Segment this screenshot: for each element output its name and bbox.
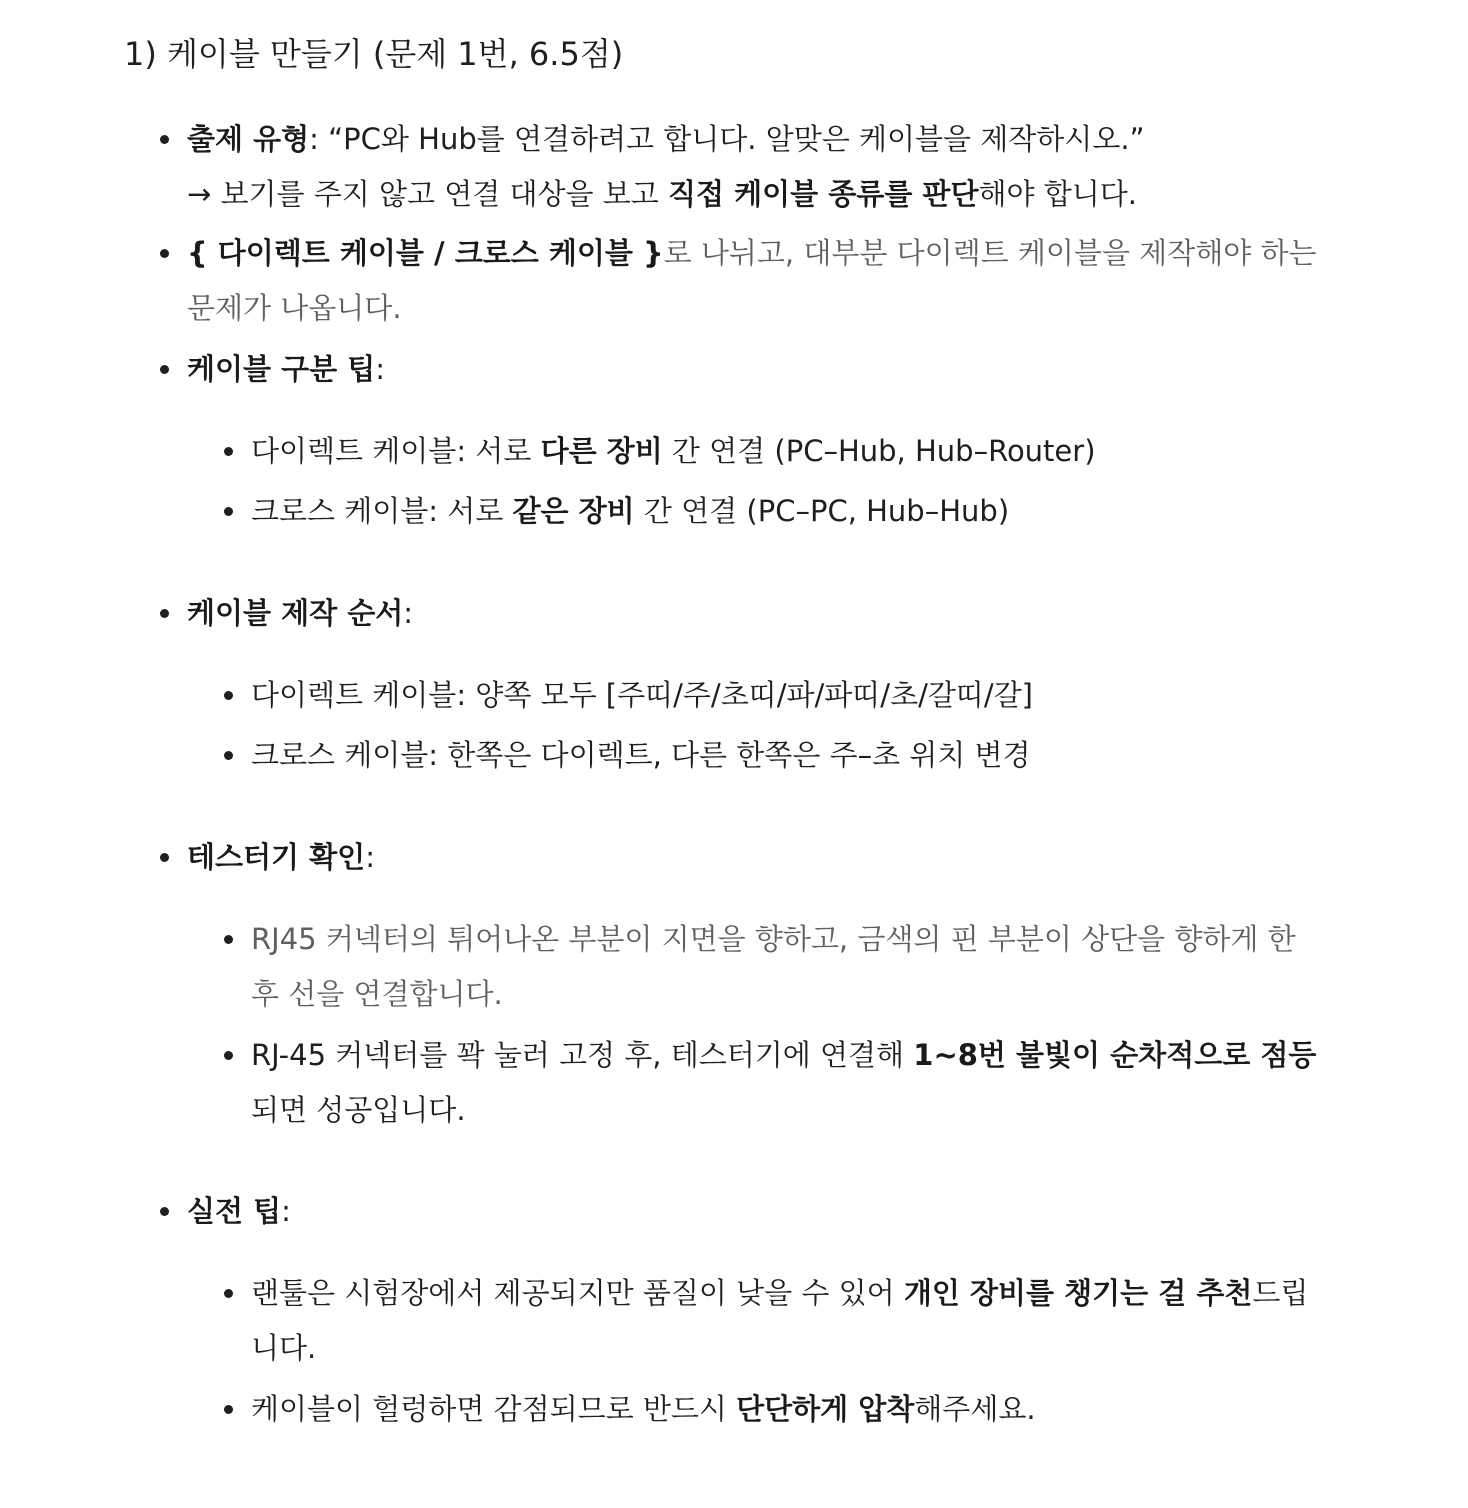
practical-tips-label: 실전 팁 (187, 1194, 282, 1228)
exam-type-note-post: 해야 합니다. (978, 177, 1137, 211)
distinguish-tips-label: 케이블 구분 팁 (187, 352, 376, 386)
lan-tool-pre: 랜툴은 시험장에서 제공되지만 품질이 낮을 수 있어 (251, 1276, 904, 1310)
sub-bullet-direct-cable (251, 424, 1331, 479)
bullet-exam-type (187, 112, 1327, 222)
tester-check-label: 테스터기 확인 (187, 840, 366, 874)
tester-check-colon: : (365, 840, 375, 874)
sub-bullet-lan-tool (251, 1266, 1331, 1376)
crimp-pre: 케이블이 헐렁하면 감점되므로 반드시 (251, 1392, 737, 1426)
bullet-practical-tips (187, 1184, 1327, 1239)
exam-type-text: : “PC와 Hub를 연결하려고 합니다. 알맞은 케이블을 제작하시오.” (309, 122, 1145, 156)
exam-type-label: 출제 유형 (187, 122, 310, 156)
cable-kinds-text: 로 나뉘고, 대부분 다이렉트 케이블을 제작해야 하는 문제가 나옵니다. (187, 236, 1317, 325)
practical-tips-colon: : (281, 1194, 291, 1228)
bullet-distinguish-tips (187, 342, 1327, 397)
lan-tool-bold: 개인 장비를 챙기는 걸 추천 (903, 1276, 1253, 1310)
cross-tip-post: 간 연결 (PC–PC, Hub–Hub) (634, 494, 1010, 528)
build-order-colon: : (403, 596, 414, 630)
sub-bullet-tester-success (251, 1028, 1331, 1138)
exam-type-note-bold: 직접 케이블 종류를 판단 (668, 177, 979, 211)
sub-bullet-tester-orientation: RJ45 커넥터의 튀어나온 부분이 지면을 향하고, 금색의 핀 부분이 상단을 향하게 한 후 선을 연결합니다. (251, 912, 1331, 1022)
lan-tool-post: 드립니다. (251, 1276, 1309, 1365)
sub-bullet-cross-cable (251, 484, 1331, 539)
tester-success-bold: 1~8번 불빛이 순차적으로 점등 (913, 1038, 1317, 1072)
crimp-bold: 단단하게 압착 (736, 1392, 915, 1426)
sub-bullet-crimp (251, 1382, 1331, 1437)
bullet-tester-check (187, 830, 1327, 885)
tester-success-pre: RJ-45 커넥터를 꽉 눌러 고정 후, 테스터기에 연결해 (251, 1038, 914, 1072)
crimp-post: 해주세요. (914, 1392, 1036, 1426)
distinguish-tips-colon: : (375, 352, 386, 386)
cross-tip-bold: 같은 장비 (512, 494, 635, 528)
build-order-label: 케이블 제작 순서 (187, 596, 404, 630)
bullet-build-order (187, 586, 1327, 641)
direct-tip-post: 간 연결 (PC–Hub, Hub–Router) (662, 434, 1096, 468)
bullet-cable-kinds (187, 226, 1327, 336)
cable-kinds-bold: { 다이렉트 케이블 / 크로스 케이블 } (187, 236, 664, 270)
sub-bullet-cross-order: 크로스 케이블: 한쪽은 다이렉트, 다른 한쪽은 주–초 위치 변경 (251, 728, 1331, 783)
direct-tip-bold: 다른 장비 (540, 434, 663, 468)
section-heading: 1) 케이블 만들기 (문제 1번, 6.5점) (124, 35, 624, 73)
direct-tip-pre: 다이렉트 케이블: 서로 (251, 434, 541, 468)
sub-bullet-direct-order: 다이렉트 케이블: 양쪽 모두 [주띠/주/초띠/파/파띠/초/갈띠/갈] (251, 668, 1331, 723)
exam-type-note-pre: → 보기를 주지 않고 연결 대상을 보고 (187, 177, 669, 211)
cross-tip-pre: 크로스 케이블: 서로 (251, 494, 513, 528)
tester-success-post: 되면 성공입니다. (251, 1093, 466, 1127)
